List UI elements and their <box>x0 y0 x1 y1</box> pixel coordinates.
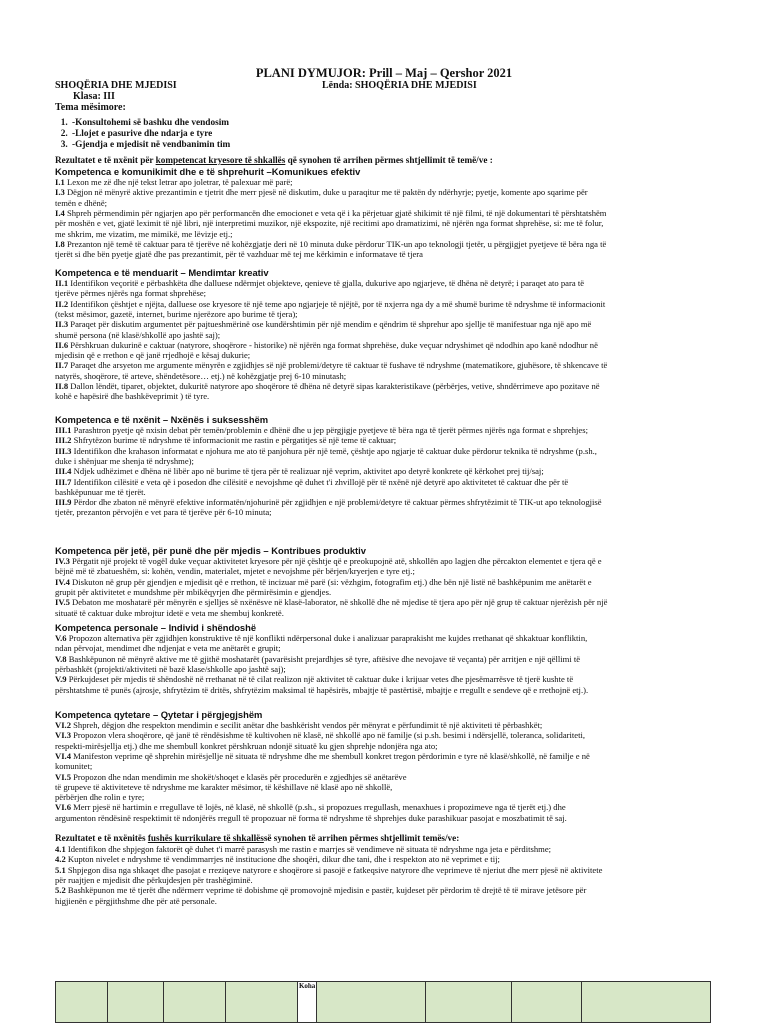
outcome-line <box>55 633 715 643</box>
outcome-text: respekti-mirësjellja etj.) dhe me shembull konkret përshkruan ndonjë situatë ku gjen shprehje ndonjëra nga ato; <box>55 740 438 751</box>
outcome-text: ndan përvojat, mendimet dhe ndjenjat e veta me anëtarët e grupit; <box>55 643 281 654</box>
outcome-line <box>55 456 715 466</box>
curricular-intro-a: Rezultatet e të nxënitës <box>55 833 148 843</box>
outcome-text: Përshkruan dukurinë e caktuar (natyrore, shoqërore - historike) në njërën nga format shprehëse, duke veçuar ndryshimet që ndodhin apo kanë ndodhur në <box>68 339 598 350</box>
table-header-cell: Koha <box>298 982 317 1023</box>
table-header-cell <box>581 982 710 1023</box>
theme-item: 1. -Konsultohemi së bashku dhe vendosim <box>70 118 230 129</box>
outcome-line <box>55 288 715 298</box>
results-intro-underlined: kompetencat kryesore të shkallës <box>155 155 286 165</box>
outcome-text: komunitet; <box>55 761 93 772</box>
outcome-line <box>55 844 715 854</box>
outcome-line <box>55 466 715 476</box>
outcome-line <box>55 875 715 885</box>
outcome-line <box>55 249 715 259</box>
outcome-line <box>55 556 715 566</box>
outcome-text: Bashkëpunon në mënyrë aktive me të gjithë moshatarët (pavarësisht prejardhjes së tyre, aftësive dhe nevojave të veçanta) për arritjen e një qëllimi të <box>66 653 581 664</box>
outcome-line <box>55 674 715 684</box>
outcome-text: argumenton rëndësinë respektimit të ndonjërës rregull të propozuar në forma të ndryshme të shprehjes duke parashikuar pasojat e moszbatimit të saj. <box>55 812 567 823</box>
outcome-text: Identifikon dhe shpjegon faktorët që duhet t'i marrë parasysh me rastin e marrjes së vendimeve në situata të ndryshme nga jeta e përditshme; <box>65 844 552 854</box>
outcome-text: Shpjegon disa nga shkaqet dhe pasojat e rreziqeve natyrore e shoqërore si pasojë e fatkeqsive natyrore dhe veprimeve të njeriut dhe merr pjesë në aktivitete <box>65 864 603 875</box>
outcome-code: II.8 <box>55 381 69 391</box>
outcome-text: me shkrim, me vizatim, me mimikë, me lëvizje etj.; <box>55 228 233 239</box>
outcome-text: (tekst mësimor, gazetë, internet, burime njerëzore apo burime të tjera); <box>55 308 298 319</box>
outcome-code: III.3 <box>55 445 72 456</box>
outcome-line <box>55 278 715 288</box>
subject-area: SHOQËRIA DHE MJEDISI <box>55 80 177 91</box>
outcome-text: bëjnë më të zbatueshëm, si: kohën, vendin, materialet, mjetet e nevojshme për bërjen/kryerjen e tyre etj.; <box>55 566 415 577</box>
outcome-text: grupit për aktivitetet e mundshme për mbikëqyrjen dhe përmirësimin e gjendjes. <box>55 586 332 597</box>
outcome-code: 4.2 <box>55 854 66 865</box>
outcome-text: Shfrytëzon burime të ndryshme të informacionit me rastin e përgatitjes së një teme të caktuar; <box>71 435 397 446</box>
outcome-code: VI.6 <box>55 802 71 813</box>
outcome-line <box>55 664 715 674</box>
outcome-text: tjetër, prezanton përvojën e vet para të tjerëve për 6-10 minuta; <box>55 507 272 518</box>
outcome-text: të grupeve të aktiviteteve të ndryshme me karakter mësimor, të këshillave në klasë apo në shkollë, <box>55 781 393 792</box>
outcome-line <box>55 751 715 761</box>
outcome-line <box>55 425 715 435</box>
table-header-cell <box>317 982 426 1023</box>
outcome-line <box>55 654 715 664</box>
outcome-text: Merr pjesë në hartimin e rregullave të lojës, në klasë, në shkollë (p.sh., si propozues rregullash, menaxhues i propozimeve nga të tjerët etj.) dhe <box>71 802 566 813</box>
outcome-code: IV.3 <box>55 556 70 566</box>
outcome-line <box>55 360 715 370</box>
outcome-line <box>55 391 715 401</box>
outcome-text: duke i shënjuar me shenja të ndryshme); <box>55 455 194 466</box>
outcome-line <box>55 187 715 197</box>
outcome-text: Identifikon çështjet e njëjta, dalluese ose kryesore të një teme apo ngjarjeje të njëjtë, por të nxjerra nga dy a më shumë burime të ndryshme të informacionit <box>68 298 606 309</box>
outcome-text: kohë e hapësirë dhe bashkëveprimit ) të tyre. <box>55 391 210 402</box>
outcome-line <box>55 566 715 576</box>
outcome-line <box>55 371 715 381</box>
outcome-text: për ruajtjen e mjedisit dhe përkujdesjen për trashëgiminë. <box>55 874 253 885</box>
outcome-code: III.4 <box>55 466 72 477</box>
table-header-cell <box>108 982 164 1023</box>
outcome-code: V.8 <box>55 653 67 664</box>
outcome-code: VI.4 <box>55 750 71 761</box>
outcome-line <box>55 896 715 906</box>
outcome-text: Shpreh përmendimin për ngjarjen apo për performancën dhe emocionet e veta që i ka përjetuar gjatë shikimit të një filmi, të një dokumentari të përshtatshëm <box>64 207 607 218</box>
outcome-line <box>55 229 715 239</box>
outcome-code: II.7 <box>55 360 69 371</box>
outcome-text: bashkëpunuar me të tjerët. <box>55 486 146 497</box>
outcome-text: Debaton me moshatarë për mënyrën e sjelljes së nxënësve në klasë-laborator, në shkollë dhe në mjedise të tjera apo për një grup të caktuar njerëzish për një <box>69 597 608 608</box>
outcome-text: Identifikon cilësitë e veta që i posedon dhe cilësitë e nevojshme që duhet t'i zhvillojë për të nxënë një detyrë apo aktivitetet të caktuar dhe për të <box>71 476 569 487</box>
outcome-text: natyrës, shoqërore, të arteve, shëndetësore… etj.) në kohëzgjatje prej 6-10 minutash; <box>55 370 347 381</box>
outcome-code: VI.3 <box>55 730 71 741</box>
outcome-line <box>55 330 715 340</box>
outcome-line <box>55 782 715 792</box>
outcome-text: tjerëve përmes njërës nga format shprehëse; <box>55 288 207 299</box>
curricular-intro-underlined: fushës kurrikulare të shkallës <box>147 833 264 843</box>
outcome-line <box>55 608 715 618</box>
curricular-intro <box>55 833 715 843</box>
outcome-text: përshtatshme të punës (ajrosje, shfrytëzim të dritës, shfrytëzim maksimal të hapësirës, mbajtje të pastërtisë, mbajtje e rregullt e sendeve që e rrethojnë etj.). <box>55 684 589 695</box>
competence-heading: Kompetenca personale – Individ i shëndoshë <box>55 622 257 633</box>
outcome-code: I.3 <box>55 187 65 198</box>
outcome-text: Dëgjon në mënyrë aktive prezantimin e tjetrit dhe merr pjesë në diskutim, duke u paraqitur me të paktën dy ndërhyrje; pyetje, komente apo sqarime për <box>64 187 588 198</box>
table-header-row <box>56 982 711 1023</box>
outcome-line <box>55 198 715 208</box>
outcome-code: IV.4 <box>55 576 70 587</box>
outcome-text: Përgatit një projekt të vogël duke veçuar aktivitetet kryesore për një çështje që e preokupojnë atë, shkollën apo lagjen dhe përcakton elementet e tjera që e <box>69 556 602 566</box>
outcome-code: II.2 <box>55 298 69 309</box>
outcome-line <box>55 761 715 771</box>
document-title: PLANI DYMUJOR: Prill – Maj – Qershor 2021 <box>255 66 513 80</box>
outcome-code: III.1 <box>55 425 72 435</box>
outcome-line <box>55 507 715 517</box>
outcome-code: I.4 <box>55 207 65 218</box>
competence-heading: Kompetenca për jetë, për punë dhe për mjedis – Kontribues produktiv <box>55 545 367 556</box>
outcome-line <box>55 885 715 895</box>
plan-table <box>55 981 711 1023</box>
outcome-text: situatë të caktuar duke mbrojtur idetë e veta me shembuj konkretë. <box>55 607 284 618</box>
outcome-text: higjienën e përgjithshme dhe për atë personale. <box>55 895 217 906</box>
outcome-line <box>55 730 715 740</box>
outcome-text: Paraqet dhe arsyeton me argumente mënyrën e zgjidhjes së një problemi/detyre të caktuar të fushave të ndryshme (matematikore, gjuhësore, të shkencave të <box>68 360 608 371</box>
outcome-code: VI.5 <box>55 771 71 782</box>
outcome-line <box>55 597 715 607</box>
outcome-text: Dallon lëndët, tiparet, objektet, dukuritë natyrore apo shoqërore të dhëna në detyrë sipas karakteristikave (përbërjes, vetive, shndërrimeve apo pozitave në <box>68 381 600 391</box>
outcome-line <box>55 802 715 812</box>
outcome-code: II.3 <box>55 319 69 330</box>
outcome-line <box>55 208 715 218</box>
outcome-text: Paraqet për diskutim argumentet për pajtueshmërinë ose kundërshtimin për një mendim e qëndrim të shprehur apo sjellje të manifestuar nga një apo më <box>68 319 592 330</box>
outcome-code: I.8 <box>55 238 65 249</box>
outcome-text: mjedisin që e rrethon e që janë rrjedhojë e kësaj dukurie; <box>55 350 251 361</box>
outcome-text: Prezanton një temë të caktuar para të tjerëve në kohëzgjatje deri në 10 minuta duke përdorur TIK-un apo teknologji tjetër, u përgjigjet pyetjeve të bëra nga të <box>64 238 607 249</box>
theme-list <box>52 118 230 151</box>
outcome-text: Diskuton në grup për gjendjen e mjedisit që e rrethon, të incizuar më parë (si: vëzhgim, fotografim etj.) dhe bën një listë në bashkëpunim me anëtarët e <box>69 576 592 587</box>
competence-heading: Kompetenca e komunikimit dhe e të shprehurit –Komunikues efektiv <box>55 166 361 177</box>
outcome-line <box>55 487 715 497</box>
table-header-cell <box>512 982 582 1023</box>
outcome-code: V.9 <box>55 674 67 685</box>
outcome-code: I.1 <box>55 177 65 187</box>
outcome-text: Identifikon veçoritë e përbashkëta dhe dalluese ndërmjet objekteve, qenieve të gjalla, dukurive apo ngjarjeve, të dhëna në detyrë; i paraqet ato para të <box>68 278 585 288</box>
outcome-code: II.6 <box>55 339 69 350</box>
outcome-text: Manifeston veprime që shprehin mirësjellje në situata të ndryshme dhe me shembull konkret tregon përdorimin e tyre në klasë/shkollë, në familje e në <box>71 750 590 761</box>
outcome-code: 4.1 <box>55 844 66 854</box>
theme-item: 2. -Llojet e pasurive dhe ndarja e tyre <box>70 129 230 140</box>
outcome-line <box>55 477 715 487</box>
outcome-text: Propozon vlera shoqërore, që janë të rëndësishme të kultivohen në klasë, në shkollë apo në familje (si p.sh. besimi i ndërsjellë, toleranca, solidariteti, <box>71 730 586 741</box>
subject-label: Lënda: SHOQËRIA DHE MJEDISI <box>322 80 477 91</box>
outcome-line <box>55 239 715 249</box>
outcome-line <box>55 865 715 875</box>
outcome-line <box>55 177 715 187</box>
competence-heading: Kompetenca e të nxënit – Nxënës i suksesshëm <box>55 414 269 425</box>
outcome-code: 5.2 <box>55 885 66 896</box>
outcome-line <box>55 497 715 507</box>
outcome-line <box>55 319 715 329</box>
outcome-text: Propozon alternativa për zgjidhjen konstruktive të një konflikti ndërpersonal duke i analizuar paraprakisht me kujdes rrethanat që shkaktuar konfliktin, <box>66 633 588 643</box>
outcome-line <box>55 381 715 391</box>
outcome-line <box>55 309 715 319</box>
outcome-code: III.2 <box>55 435 72 446</box>
outcome-line <box>55 813 715 823</box>
competence-heading: Kompetenca e të menduarit – Mendimtar kreativ <box>55 267 269 278</box>
topic-label: Tema mësimore: <box>55 102 126 113</box>
outcome-line <box>55 685 715 695</box>
table-header-cell <box>164 982 226 1023</box>
results-intro-a: Rezultatet e të nxënit për <box>55 155 156 165</box>
outcome-text: Shpreh, dëgjon dhe respekton mendimin e secilit anëtar dhe bashkërisht vendos për mënyrat e përfundimit të një aktiviteti të përbashkët; <box>71 720 543 730</box>
outcome-line <box>55 792 715 802</box>
curricular-intro-b: së synohen të arrihen përmes shtjellimit temës/ve: <box>263 833 460 843</box>
theme-item: 3. -Gjendja e mjedisit në vendbanimin tim <box>70 140 230 151</box>
outcome-line <box>55 643 715 653</box>
outcome-text: Identifikon dhe krahason informatat e njohura me ato të panjohura për një temë, çështje apo ngjarje të caktuar duke përdorur teknika të ndryshme (p.sh., <box>71 445 597 456</box>
outcome-text: shumë persona (në klasë/shkollë apo jashtë saj); <box>55 329 221 340</box>
outcome-text: Parashtron pyetje që nxisin debat për temën/problemin e dhënë dhe u jep përgjigje pyetjeve të bëra nga të tjerët përmes njërës nga format e shprehjes; <box>71 425 588 435</box>
outcome-text: përbashkët (projekti/aktiviteti në bazë klase/shkolle apo jashtë saj); <box>55 663 286 674</box>
outcome-text: Lexon me zë dhe një tekst letrar apo joletrar, të palexuar më parë; <box>64 177 293 187</box>
outcome-line <box>55 299 715 309</box>
outcome-text: temën e dhënë; <box>55 197 108 208</box>
competence-heading: Kompetenca qytetare – Qytetar i përgjegjshëm <box>55 709 263 720</box>
outcome-line <box>55 350 715 360</box>
outcome-line <box>55 577 715 587</box>
outcome-code: IV.5 <box>55 597 70 608</box>
table-header-cell <box>426 982 512 1023</box>
outcome-line <box>55 854 715 864</box>
outcome-line <box>55 741 715 751</box>
outcome-text: Përdor dhe zbaton në mënyrë efektive informatën/njohurinë për zgjidhjen e një problemi/detyre të caktuar përmes shfrytëzimit të TIK-ut apo teknologjisë <box>71 497 602 508</box>
outcome-line <box>55 587 715 597</box>
table-header-cell <box>56 982 108 1023</box>
table-header-cell <box>226 982 298 1023</box>
outcome-text: Përkujdeset për mjedis të shëndoshë në rrethanat në të cilat realizon një aktivitet të caktuar duke i krijuar vetes dhe pjesëmarrësve të tjerë kushte të <box>66 674 574 685</box>
outcome-text: tjerët si dhe bën pyetje gjatë dhe pas prezantimit, për të vazhduar më tej me kërkimin e informatave të tjera <box>55 249 423 260</box>
outcome-line <box>55 720 715 730</box>
outcome-line <box>55 446 715 456</box>
outcome-text: Ndjek udhëzimet e dhëna në libër apo në burime të tjera për të realizuar një veprim, aktivitet apo detyrë konkrete që kërkohet prej tij/saj; <box>71 466 544 477</box>
results-intro-b: që synohen të arrihen përmes shtjellimit të temë/ve : <box>285 155 493 165</box>
outcome-line <box>55 435 715 445</box>
outcome-line <box>55 340 715 350</box>
results-intro <box>55 155 715 165</box>
outcome-code: II.1 <box>55 278 69 288</box>
outcome-text: Kupton nivelet e ndryshme të vendimmarrjes në institucione dhe shoqëri, dikur dhe tani, dhe i respekton ato në veprimet e tij; <box>65 854 500 865</box>
outcome-code: III.7 <box>55 476 72 487</box>
outcome-code: VI.2 <box>55 720 71 730</box>
outcome-line <box>55 772 715 782</box>
class-label: Klasa: III <box>73 91 115 102</box>
outcome-text: Propozon dhe ndan mendimin me shokët/shoqet e klasës për procedurën e zgjedhjes së anëtarëve <box>71 771 407 782</box>
outcome-text: Bashkëpunon me të tjerët dhe ndërmerr veprime të dobishme që promovojnë mjedisin e pastër, kujdeset për përdorim të drejtë të të mirave jetësore për <box>65 885 587 896</box>
outcome-text: përbërjen dhe rolin e tyre; <box>55 792 145 803</box>
outcome-line <box>55 218 715 228</box>
outcome-text: për moshën e vet, gjatë leximit të një libri, një interpretimi muzikor, një ekspozite, një recitimi apo dramatizimi, në njërën nga format shprehëse, si: me të folur, <box>55 218 604 229</box>
outcome-code: V.6 <box>55 633 67 643</box>
outcome-code: III.9 <box>55 497 72 508</box>
outcome-code: 5.1 <box>55 864 66 875</box>
